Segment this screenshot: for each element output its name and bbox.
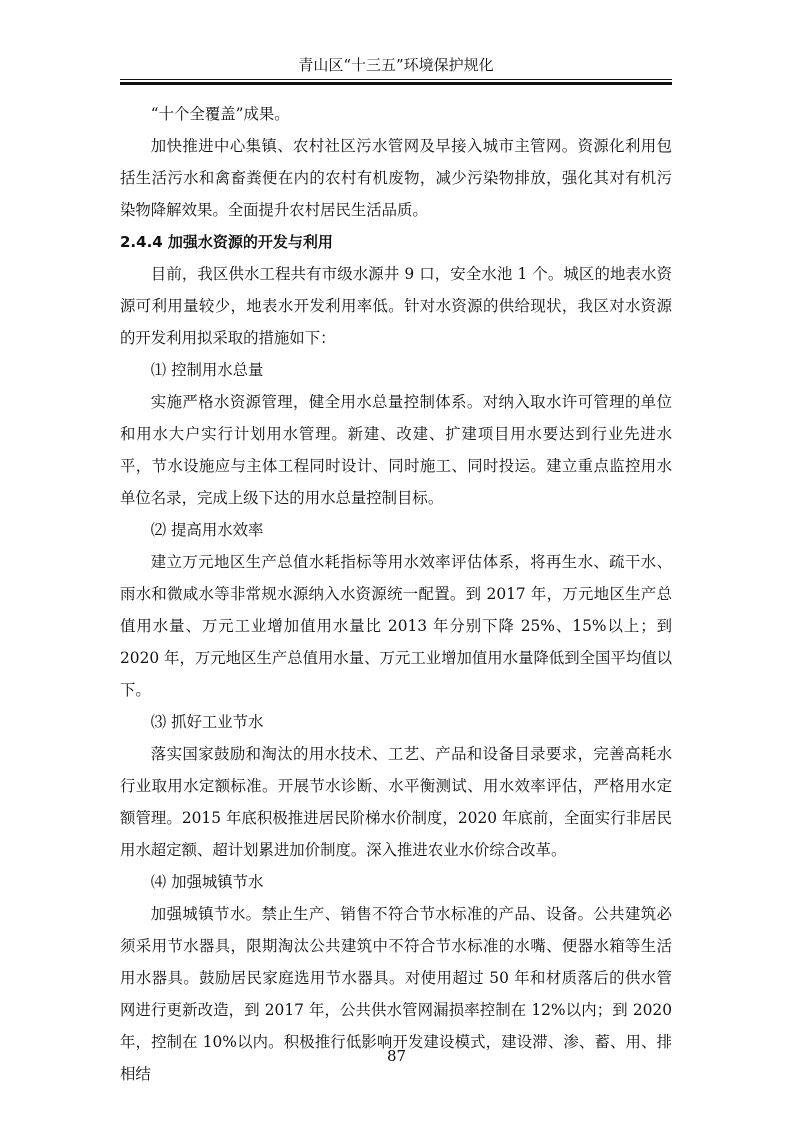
item-title-total-water-control: ⑴ 控制用水总量 (150, 361, 264, 379)
header-rule-thick (120, 82, 672, 85)
paragraph-sewage-network: 加快推进中心集镇、农村社区污水管网及早接入城市主管网。资源化利用包括生活污水和禽畜粪便在内的农村有机废物，减少污染物排放，强化其对有机污染物降解效果。全面提升农村居民生活品质。 (120, 137, 672, 219)
page-number: 87 (386, 1047, 407, 1065)
item-text-urban-saving: 加强城镇节水。禁止生产、销售不符合节水标准的产品、设备。公共建筑必须采用节水器具，限期淘汰公共建筑中不符合节水标准的水嘴、便器水箱等生活用水器具。鼓励居民家庭选用节水器具。对使用超过 50 年和材质落后的供水管网进行更新改造，到 2017 年，公共供水管网漏损率控制在 12%以内；到 2020 年，控制在 10%以内。积极推行低影响开发建设模式，建设滞、渗、蓄、用、排相结 (120, 905, 672, 1083)
header-rule-thin (120, 79, 672, 80)
item-title-industrial-saving: ⑶ 抓好工业节水 (150, 713, 264, 731)
page-body (120, 98, 672, 1090)
paragraph-water-supply-status: 目前，我区供水工程共有市级水源井 9 口，安全水池 1 个。城区的地表水资源可利用量较少，地表水开发利用率低。针对水资源的供给现状，我区对水资源的开发利用拟采取的措施如下： (120, 265, 672, 347)
item-title-urban-saving: ⑷ 加强城镇节水 (150, 873, 264, 891)
item-title-water-efficiency: ⑵ 提高用水效率 (150, 521, 264, 539)
item-text-industrial-saving: 落实国家鼓励和淘汰的用水技术、工艺、产品和设备目录要求，完善高耗水行业取用水定额标准。开展节水诊断、水平衡测试、用水效率评估，严格用水定额管理。2015 年底积极推进居民阶梯水价制度，2020 年底前，全面实行非居民用水超定额、超计划累进加价制度。深入推进农业水价综合改革。 (120, 745, 672, 859)
paragraph-continuation: “十个全覆盖”成果。 (150, 105, 290, 123)
section-heading: 2.4.4 加强水资源的开发与利用 (120, 233, 333, 251)
item-text-water-efficiency: 建立万元地区生产总值水耗指标等用水效率评估体系，将再生水、疏干水、雨水和微咸水等非常规水源纳入水资源统一配置。到 2017 年，万元地区生产总值用水量、万元工业增加值用水量比 2013 年分别下降 25%、15%以上；到 2020 年，万元地区生产总值用水量、万元工业增加值用水量降低到全国平均值以下。 (120, 553, 672, 699)
item-text-total-water-control: 实施严格水资源管理，健全用水总量控制体系。对纳入取水许可管理的单位和用水大户实行计划用水管理。新建、改建、扩建项目用水要达到行业先进水平，节水设施应与主体工程同时设计、同时施工、同时投运。建立重点监控用水单位名录，完成上级下达的用水总量控制目标。 (120, 393, 672, 507)
running-header: 青山区“十三五”环境保护规化 (298, 56, 494, 74)
